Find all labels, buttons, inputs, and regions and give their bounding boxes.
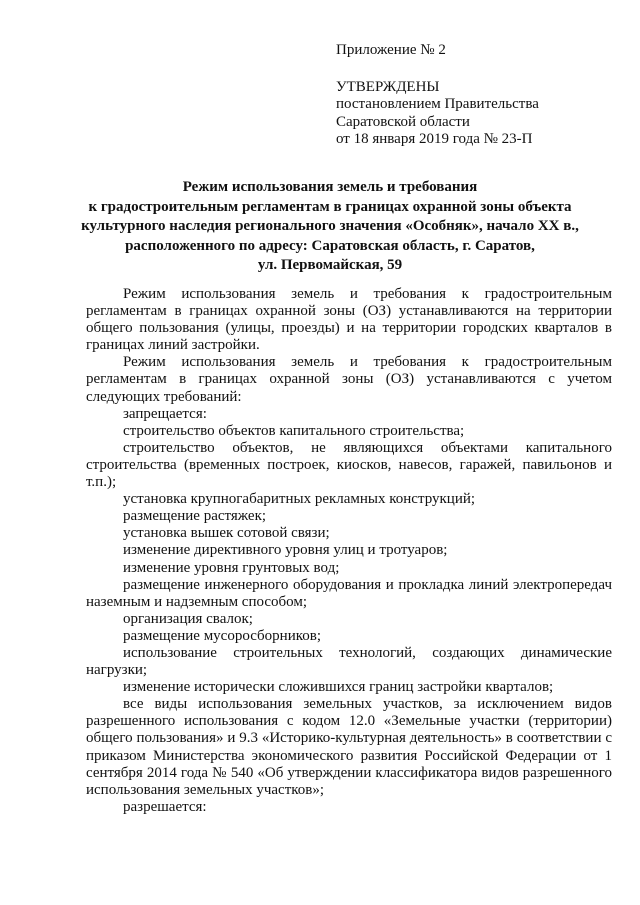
title-line: ул. Первомайская, 59 bbox=[257, 257, 403, 273]
list-item: размещение инженерного оборудования и прокладка линий электропередач наземным и надземным способом; bbox=[86, 576, 612, 610]
list-item: установка крупногабаритных рекламных конструкций; bbox=[123, 491, 476, 508]
approved-heading: УТВЕРЖДЕНЫ bbox=[336, 78, 440, 95]
document-title bbox=[70, 178, 590, 276]
allowed-heading: разрешается: bbox=[123, 798, 207, 815]
title-line: культурного наследия регионального значения «Особняк», начало XX в., bbox=[81, 218, 579, 234]
list-item: строительство объектов капитального строительства; bbox=[123, 422, 465, 439]
prohibited-heading: запрещается: bbox=[123, 405, 207, 422]
approval-date-line: от 18 января 2019 года № 23-П bbox=[336, 131, 533, 147]
list-item: все виды использования земельных участков, за исключением видов разрешенного использования с кодом 12.0 «Земельные участки (территории) общего пользования» и 9.3 «Историко-культурная деятельность» в соответствии с приказом Министерства экономического развития Российской Федерации от 1 сентября 2014 года № 540 «Об утверждении классификатора видов разрешенного использования земельных участков»; bbox=[86, 696, 612, 798]
list-item: организация свалок; bbox=[123, 610, 253, 627]
list-item: изменение исторически сложившихся границ застройки кварталов; bbox=[123, 679, 554, 696]
document-body bbox=[86, 286, 612, 816]
approval-block bbox=[336, 42, 626, 149]
paragraph-intro: Режим использования земель и требования к градостроительным регламентам в границах охранной зоны (ОЗ) устанавливаются на территории общего пользования (улицы, проезды) и на территории городских кварталов в границах линий застройки. bbox=[86, 286, 612, 354]
list-item: размещение мусоросборников; bbox=[123, 627, 322, 644]
title-line: Режим использования земель и требования bbox=[182, 179, 478, 195]
list-item: изменение директивного уровня улиц и тротуаров; bbox=[123, 542, 448, 559]
annex-number: Приложение № 2 bbox=[336, 42, 446, 58]
list-item: установка вышек сотовой связи; bbox=[123, 525, 330, 542]
approval-line: Саратовской области bbox=[336, 113, 470, 130]
title-line: расположенного по адресу: Саратовская область, г. Саратов, bbox=[125, 237, 535, 254]
list-item: изменение уровня грунтовых вод; bbox=[123, 559, 340, 576]
list-item: использование строительных технологий, создающих динамические нагрузки; bbox=[86, 644, 612, 679]
approval-line: постановлением Правительства bbox=[336, 96, 539, 112]
title-line: к градостроительным регламентам в границах охранной зоны объекта bbox=[88, 198, 572, 215]
list-item: строительство объектов, не являющихся объектами капитального строительства (временных построек, киосков, навесов, гаражей, павильонов и т.п.); bbox=[86, 439, 612, 491]
paragraph-requirements: Режим использования земель и требования к градостроительным регламентам в границах охранной зоны (ОЗ) устанавливаются с учетом следующих требований: bbox=[86, 354, 612, 405]
list-item: размещение растяжек; bbox=[123, 508, 267, 525]
